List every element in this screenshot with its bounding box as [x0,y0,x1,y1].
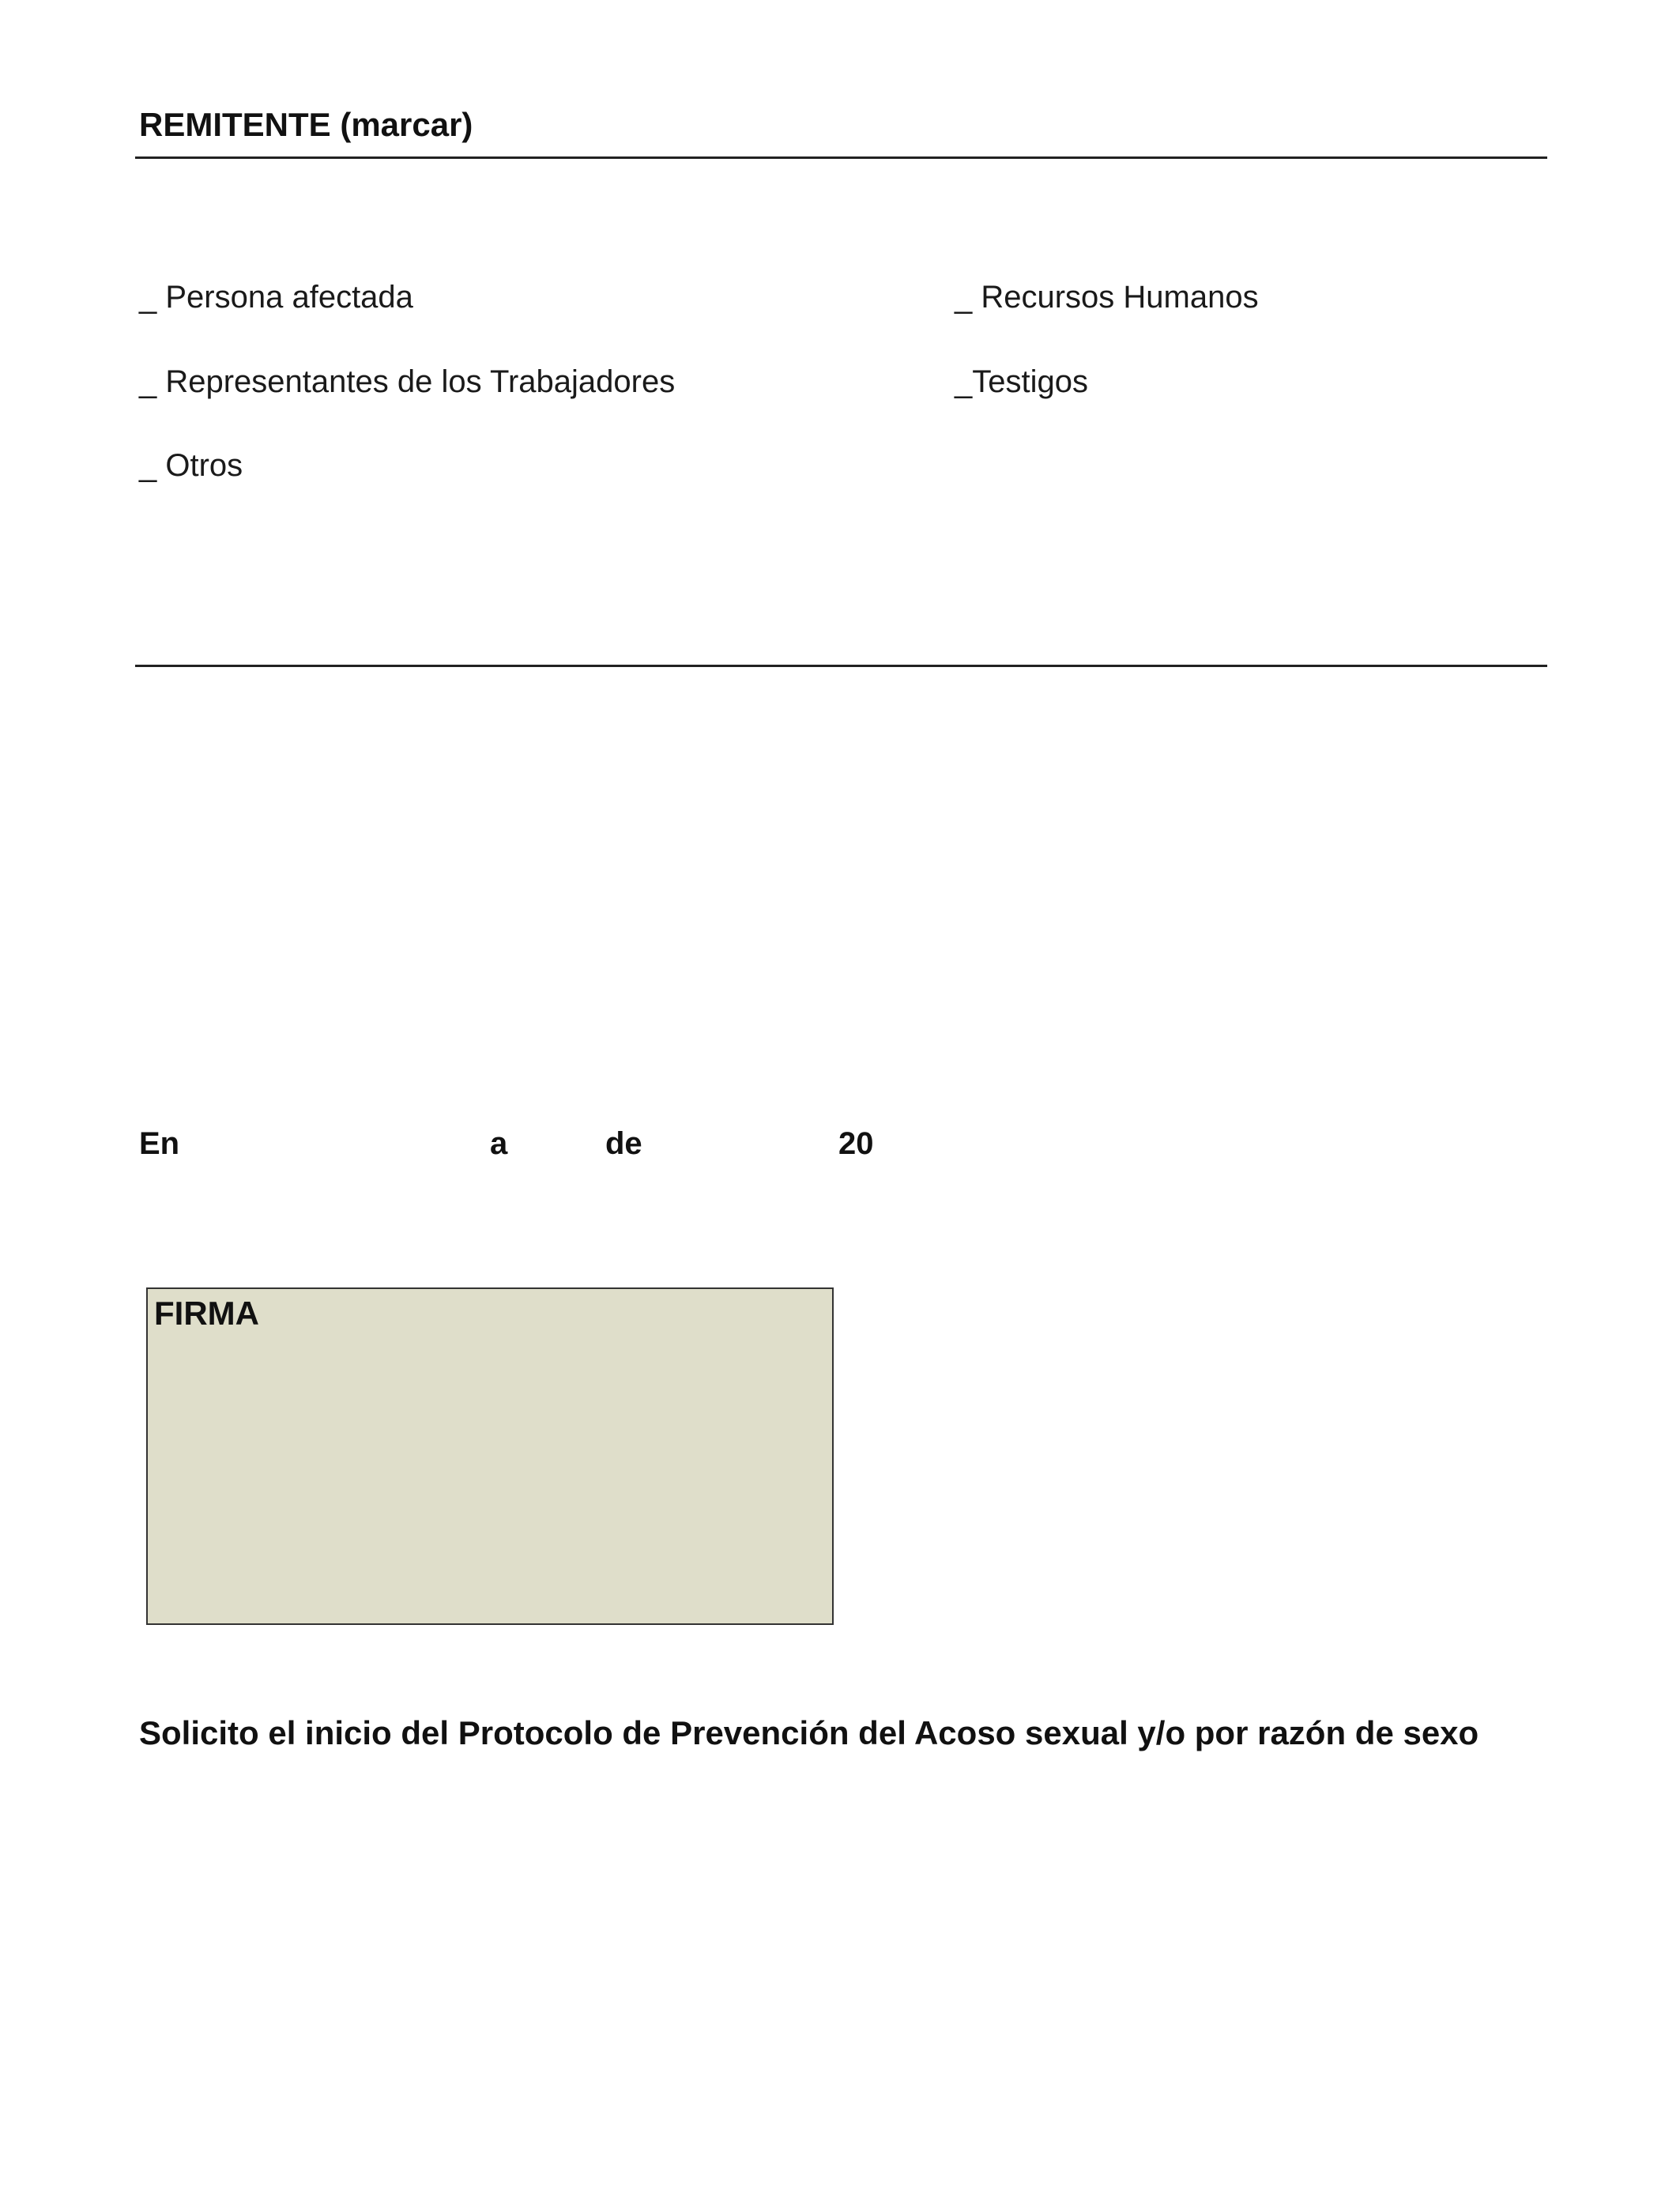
bottom-divider [135,665,1547,667]
option-otros[interactable]: _ Otros [139,448,243,483]
option-testigos[interactable]: _Testigos [955,364,1088,399]
date-en-label: En [139,1126,180,1161]
signature-label: FIRMA [154,1295,259,1332]
date-year-prefix: 20 [838,1126,874,1161]
option-representantes[interactable]: _ Representantes de los Trabajadores [139,364,676,399]
signature-box[interactable] [146,1287,834,1625]
section-title: REMITENTE (marcar) [139,106,473,143]
top-divider [135,156,1547,159]
date-a-label: a [490,1126,508,1161]
request-statement: Solicito el inicio del Protocolo de Prevención del Acoso sexual y/o por razón de sexo [139,1714,1479,1751]
option-recursos-humanos[interactable]: _ Recursos Humanos [955,280,1259,315]
option-persona-afectada[interactable]: _ Persona afectada [139,280,413,315]
date-de-label: de [605,1126,642,1161]
